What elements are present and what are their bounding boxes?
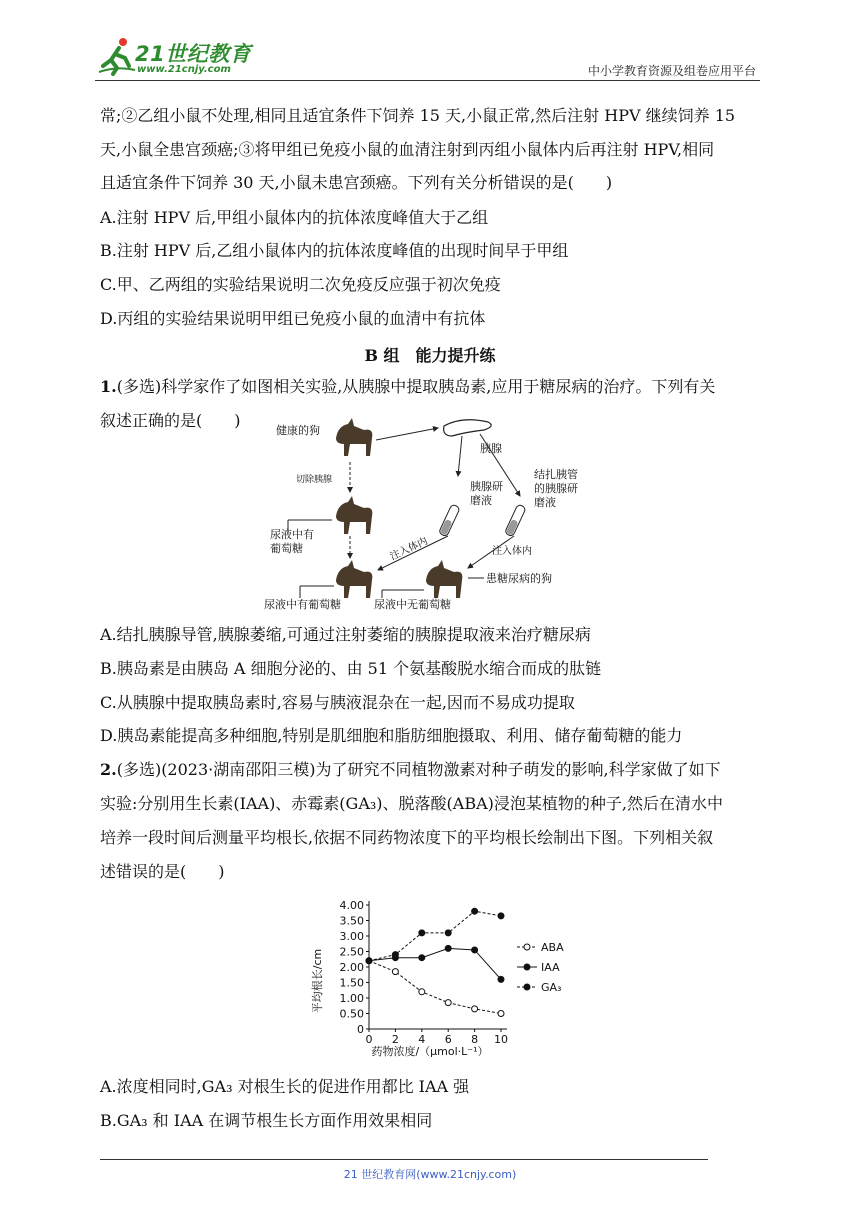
data-point (472, 908, 478, 914)
q1-option-b: B.胰岛素是由胰岛 A 细胞分泌的、由 51 个氨基酸脱水缩合而成的肽链 (100, 659, 602, 678)
label-result-sugar: 尿液中有葡萄糖 (264, 598, 341, 611)
y-tick-label: 0 (357, 1023, 364, 1036)
x-tick-label: 8 (471, 1033, 479, 1046)
legend-label: GA₃ (541, 981, 562, 994)
label-extract-2: 磨液 (470, 494, 492, 507)
label-ligated-1: 结扎胰管 (534, 468, 578, 481)
option-c: C.甲、乙两组的实验结果说明二次免疫反应强于初次免疫 (100, 275, 501, 294)
test-tube-icon (438, 504, 460, 537)
label-extract-1: 胰腺研 (470, 480, 503, 493)
dog-icon (426, 560, 462, 598)
dog-icon (336, 418, 372, 456)
logo-brand: 21世纪教育 (135, 42, 252, 66)
label-ligated-2: 的胰腺研 (534, 482, 578, 495)
x-tick-label: 10 (494, 1033, 508, 1046)
label-cut-pancreas: 切除胰腺 (296, 475, 333, 485)
q2-number: 2. (100, 760, 117, 779)
label-healthy-dog: 健康的狗 (276, 424, 320, 437)
data-point (419, 955, 425, 961)
y-tick-label: 3.00 (339, 930, 364, 943)
label-inject-2: 注入体内 (492, 546, 532, 557)
dog-icon (336, 560, 372, 598)
header-divider (95, 80, 760, 81)
y-tick-label: 3.50 (339, 914, 364, 928)
runner-icon (97, 36, 137, 76)
label-urine-sugar-2: 葡萄糖 (270, 542, 303, 555)
data-point (392, 969, 398, 975)
text-line: 且适宜条件下饲养 30 天,小鼠未患宫颈癌。下列有关分析错误的是( ) (100, 173, 613, 192)
data-point (445, 930, 451, 936)
legend-label: ABA (541, 941, 564, 954)
label-result-nosugar: 尿液中无葡萄糖 (374, 598, 451, 611)
q1-stem (100, 377, 715, 397)
data-point (445, 945, 451, 951)
label-inject-1: 注入体内 (388, 535, 430, 563)
data-point (419, 930, 425, 936)
q1-option-a: A.结扎胰腺导管,胰腺萎缩,可通过注射萎缩的胰腺提取液来治疗糖尿病 (100, 625, 591, 644)
section-title: B 组 能力提升练 (364, 346, 496, 365)
option-d: D.丙组的实验结果说明甲组已免疫小鼠的血清中有抗体 (100, 309, 486, 328)
footer-divider (100, 1159, 708, 1160)
test-tube-icon (504, 504, 526, 537)
page-header (95, 32, 760, 78)
data-point (392, 952, 398, 958)
data-point (445, 1000, 451, 1006)
data-point (419, 989, 425, 995)
legend-marker (524, 944, 530, 950)
y-tick-label: 1.00 (339, 992, 364, 1005)
data-point (498, 1011, 504, 1017)
q2-stem (100, 760, 721, 780)
data-point (498, 976, 504, 982)
root-length-chart (305, 893, 565, 1068)
q1-stem-line2: 叙述正确的是( ) (100, 411, 241, 430)
platform-name: 中小学教育资源及组卷应用平台 (587, 64, 756, 78)
data-point (472, 947, 478, 953)
legend-label: IAA (541, 961, 560, 974)
y-tick-label: 2.00 (339, 961, 364, 974)
q2-stem-line2: 实验:分别用生长素(IAA)、赤霉素(GA₃)、脱落酸(ABA)浸泡某植物的种子,然后在清水中 (100, 794, 723, 813)
x-tick-label: 0 (365, 1033, 373, 1046)
data-point (472, 1006, 478, 1012)
dog-icon (336, 496, 372, 534)
x-tick-label: 2 (391, 1033, 399, 1046)
footer-link[interactable]: 21 世纪教育网(www.21cnjy.com) (343, 1168, 517, 1181)
y-tick-label: 2.50 (339, 945, 364, 959)
y-tick-label: 4.00 (339, 899, 364, 912)
data-point (366, 958, 372, 964)
label-urine-sugar-1: 尿液中有 (270, 528, 314, 541)
data-point (498, 913, 504, 919)
y-tick-label: 0.50 (339, 1007, 364, 1021)
y-axis-label: 平均根长/cm (311, 948, 324, 1014)
series-line (369, 961, 501, 1014)
option-b: B.注射 HPV 后,乙组小鼠体内的抗体浓度峰值的出现时间早于甲组 (100, 241, 569, 260)
x-tick-label: 4 (418, 1033, 426, 1046)
legend-marker (524, 984, 530, 990)
q2-option-b: B.GA₃ 和 IAA 在调节根生长方面作用效果相同 (100, 1111, 433, 1130)
q1-stem-line1: (多选)科学家作了如图相关实验,从胰腺中提取胰岛素,应用于糖尿病的治疗。下列有关 (116, 377, 716, 396)
q2-stem-line3: 培养一段时间后测量平均根长,依据不同药物浓度下的平均根长绘制出下图。下列相关叙 (100, 828, 714, 847)
series-line (369, 948, 501, 979)
q1-number: 1. (100, 377, 117, 396)
q2-stem-line1: (多选)(2023·湖南邵阳三模)为了研究不同植物激素对种子萌发的影响,科学家做了如下 (116, 760, 721, 779)
dog-experiment-figure (262, 412, 607, 614)
q1-option-d: D.胰岛素能提高多种细胞,特别是肌细胞和脂肪细胞摄取、利用、储存葡萄糖的能力 (100, 726, 683, 745)
q2-stem-line4: 述错误的是( ) (100, 862, 225, 881)
x-tick-label: 6 (444, 1033, 452, 1046)
label-pancreas: 胰腺 (480, 442, 502, 455)
text-line: 天,小鼠全患宫颈癌;③将甲组已免疫小鼠的血清注射到丙组小鼠体内后再注射 HPV,相同 (100, 140, 715, 159)
q1-option-c: C.从胰腺中提取胰岛素时,容易与胰液混杂在一起,因而不易成功提取 (100, 693, 575, 712)
logo-url: www.21cnjy.com (137, 64, 231, 75)
y-tick-label: 1.50 (339, 976, 364, 990)
pancreas-icon (444, 420, 492, 436)
q2-option-a: A.浓度相同时,GA₃ 对根生长的促进作用都比 IAA 强 (100, 1077, 470, 1096)
label-diabetic-dog: 患糖尿病的狗 (486, 572, 552, 585)
x-axis-label: 药物浓度/（μmol·L⁻¹） (371, 1045, 489, 1058)
text-line: 常;②乙组小鼠不处理,相同且适宜条件下饲养 15 天,小鼠正常,然后注射 HPV 继续饲养 15 (100, 106, 736, 125)
option-a: A.注射 HPV 后,甲组小鼠体内的抗体浓度峰值大于乙组 (100, 208, 489, 227)
legend-marker (524, 964, 530, 970)
site-logo[interactable] (95, 32, 260, 78)
label-ligated-3: 磨液 (534, 496, 556, 509)
